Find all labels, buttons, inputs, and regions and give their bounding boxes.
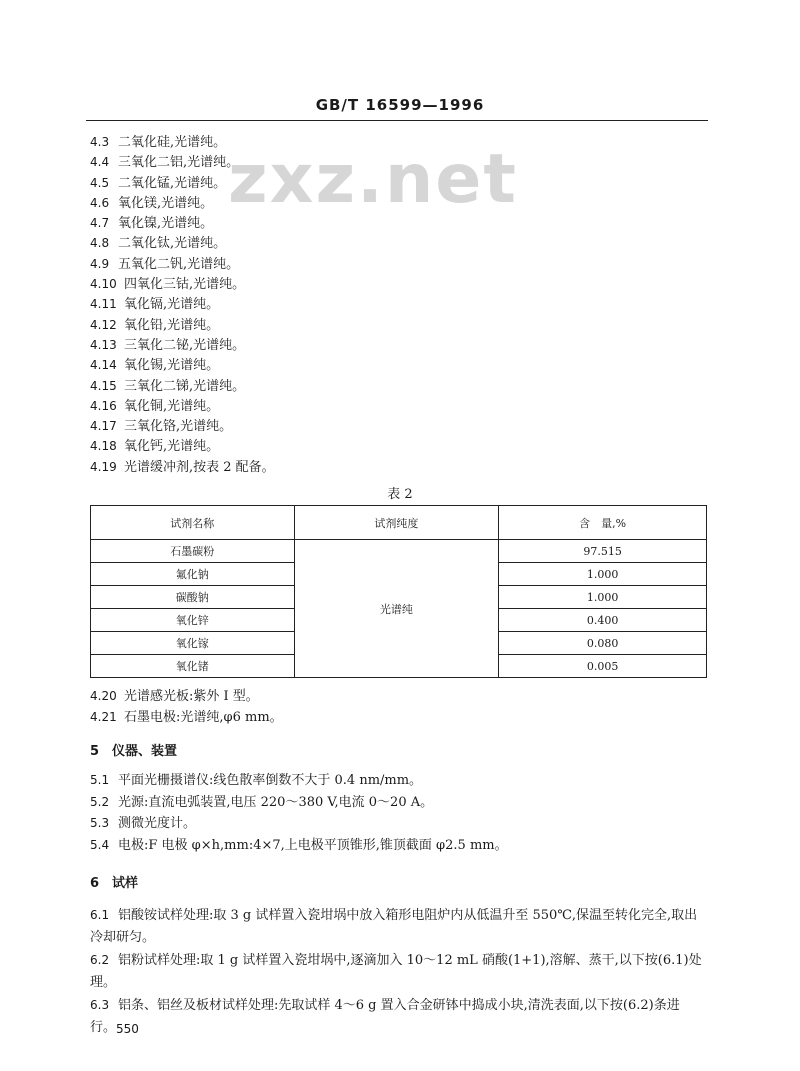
table-row [91,540,707,563]
list-item: 4.9 五氧化二钒,光谱纯。 [90,256,240,272]
list-item: 4.18 氧化钙,光谱纯。 [90,439,220,455]
table-cell: 氧化锗 [91,655,295,678]
table-cell: 氧化镓 [91,632,295,655]
table-cell: 0.005 [499,655,707,678]
list-item: 5.2 光源:直流电弧装置,电压 220～380 V,电流 0～20 A。 [90,794,434,810]
list-item: 4.17 三氧化铬,光谱纯。 [90,419,233,435]
watermark: zxz.net [228,140,518,219]
purity-cell: 光谱纯 [294,540,499,678]
list-item: 4.14 氧化锡,光谱纯。 [90,358,220,374]
list-item: 4.11 氧化镉,光谱纯。 [90,297,220,313]
section-heading: 5 仪器、装置 [90,744,178,759]
list-item: 4.7 氧化镍,光谱纯。 [90,216,214,232]
list-item: 4.21 石墨电极:光谱纯,φ6 mm。 [90,710,283,725]
reagent-list [90,132,700,477]
table-cell: 氟化钠 [91,563,295,586]
section-heading: 6 试样 [90,876,139,891]
page-number: 550 [116,1022,139,1036]
list-item: 4.12 氧化铅,光谱纯。 [90,317,220,333]
header-rule [86,120,708,121]
list-item: 5.1 平面光栅摄谱仪:线色散率倒数不大于 0.4 nm/mm。 [90,773,423,788]
table-cell: 氧化锌 [91,609,295,632]
table-cell: 石墨碳粉 [91,540,295,563]
list-item: 4.13 三氧化二铋,光谱纯。 [90,337,246,353]
table-cell: 1.000 [499,586,707,609]
list-item: 4.15 三氧化二锑,光谱纯。 [90,378,246,394]
list-item: 4.6 氧化镁,光谱纯。 [90,195,214,211]
list-item: 5.4 电极:F 电极 φ×h,mm:4×7,上电极平顶锥形,锥顶截面 φ2.5 mm。 [90,837,508,853]
list-item: 4.5 二氧化锰,光谱纯。 [90,175,227,191]
column-header: 试剂纯度 [294,506,499,540]
table-cell: 1.000 [499,563,707,586]
paragraph: 6.2 铝粉试样处理:取 1 g 试样置入瓷坩埚中,逐滴加入 10～12 mL 硝酸(1+1),溶解、蒸干,以下按(6.1)处理。 [90,953,702,990]
list-item: 4.10 四氧化三钴,光谱纯。 [90,277,246,293]
list-item: 4.3 二氧化硅,光谱纯。 [90,135,227,150]
paragraph: 6.3 铝条、铝丝及板材试样处理:先取试样 4～6 g 置入合金研钵中捣成小块,清洗表面,以下按(6.2)条进行。 [90,998,680,1035]
table-cell: 0.080 [499,632,707,655]
list-item: 4.8 二氧化钛,光谱纯。 [90,236,227,252]
table-caption: 表 2 [387,487,413,502]
table-cell: 0.400 [499,609,707,632]
list-item: 4.20 光谱感光板:紫外 I 型。 [90,689,259,704]
list-item: 4.16 氧化铜,光谱纯。 [90,398,220,414]
list-item: 5.3 测微光度计。 [90,816,197,831]
list-item: 4.4 三氧化二铝,光谱纯。 [90,155,240,171]
document-header: GB/T 16599—1996 [315,96,485,114]
reagent-table [90,505,707,678]
table-cell: 碳酸钠 [91,586,295,609]
column-header: 试剂名称 [91,506,295,540]
paragraph: 6.1 铝酸铵试样处理:取 3 g 试样置入瓷坩埚中放入箱形电阻炉内从低温升至 550℃,保温至转化完全,取出冷却研匀。 [90,908,698,945]
body-text [90,686,705,1039]
table-cell: 97.515 [499,540,707,563]
column-header: 含 量,% [499,506,707,540]
list-item: 4.19 光谱缓冲剂,按表 2 配备。 [90,459,275,475]
table-header-row [91,506,707,540]
